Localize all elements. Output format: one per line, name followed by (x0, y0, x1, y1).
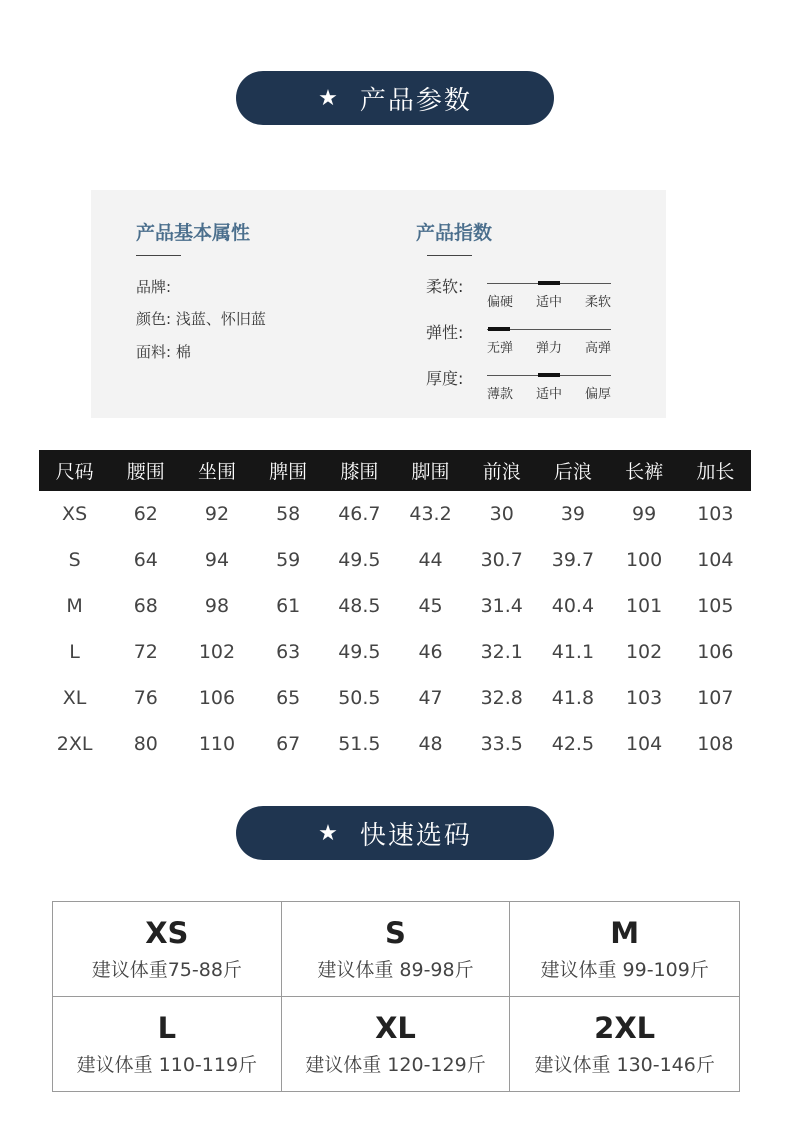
table-row (39, 721, 751, 767)
measure-cell: 31.4 (480, 595, 523, 617)
measure-cell: 50.5 (338, 687, 381, 709)
measure-cell: 80 (133, 733, 158, 755)
measure-cell: 32.8 (480, 687, 523, 709)
product-params-panel (91, 190, 666, 418)
quick-weight-label: 建议体重 89-98斤 (317, 959, 474, 982)
measure-cell: 30.7 (480, 549, 523, 571)
index-label: 柔软: (426, 277, 464, 296)
measure-cell: 41.8 (551, 687, 595, 709)
measure-cell: 42.5 (551, 733, 595, 755)
measure-cell: 47 (418, 687, 443, 709)
measure-cell: 63 (276, 641, 301, 663)
quick-size-label: XS (145, 916, 189, 951)
measure-cell: 46 (418, 641, 443, 663)
column-header: 膝围 (324, 450, 395, 491)
quick-size-grid (52, 901, 740, 1092)
quick-weight-label: 建议体重 120-129斤 (305, 1054, 486, 1077)
quick-size-cell (510, 997, 739, 1092)
measure-cell: 101 (625, 595, 663, 617)
measure-cell: 110 (198, 733, 236, 755)
section-title: 产品参数 (359, 85, 472, 116)
scale-marker (538, 373, 560, 377)
quick-weight-label: 建议体重 130-146斤 (534, 1054, 715, 1077)
table-row (39, 629, 751, 675)
measure-cell: 39 (560, 503, 585, 525)
measure-cell: 67 (276, 733, 301, 755)
measure-cell: 76 (133, 687, 158, 709)
measure-cell: 32.1 (480, 641, 523, 663)
measure-cell: 30 (489, 503, 514, 525)
quick-size-cell (53, 902, 282, 997)
measure-cell: 44 (418, 549, 443, 571)
measure-cell: 103 (625, 687, 663, 709)
measure-cell: 58 (276, 503, 301, 525)
table-row (39, 537, 751, 583)
column-header: 腰围 (110, 450, 181, 491)
column-header: 坐围 (181, 450, 252, 491)
measure-cell: 102 (198, 641, 236, 663)
scale-option: 柔软 (584, 295, 611, 310)
measure-cell: 104 (625, 733, 663, 755)
brand-line: 品牌: (136, 278, 172, 296)
measure-cell: 106 (198, 687, 236, 709)
column-header: 脾围 (253, 450, 324, 491)
quick-size-cell (282, 997, 511, 1092)
table-row (39, 675, 751, 721)
size-cell: XL (62, 687, 87, 709)
measure-cell: 59 (276, 549, 301, 571)
scale-option: 偏硬 (487, 295, 514, 310)
section-title: 快速选码 (359, 820, 472, 851)
quick-size-label: 2XL (594, 1011, 656, 1046)
section-header-product-params (236, 71, 554, 125)
basic-attrs-title: 产品基本属性 (136, 222, 251, 244)
column-header: 加长 (680, 450, 751, 491)
measure-cell: 108 (697, 733, 734, 755)
quick-size-cell (282, 902, 511, 997)
measure-cell: 64 (133, 549, 158, 571)
quick-size-label: XL (375, 1011, 416, 1046)
quick-size-cell (53, 997, 282, 1092)
title-underline (136, 255, 181, 256)
quick-size-label: L (157, 1011, 177, 1046)
size-cell: S (68, 549, 81, 571)
measure-cell: 106 (697, 641, 734, 663)
measure-cell: 40.4 (551, 595, 595, 617)
star-icon: ★ (318, 85, 340, 111)
size-cell: XS (62, 503, 88, 525)
measure-cell: 49.5 (338, 641, 381, 663)
measure-cell: 62 (133, 503, 158, 525)
measure-cell: 49.5 (338, 549, 381, 571)
measure-cell: 46.7 (338, 503, 381, 525)
measure-cell: 39.7 (551, 549, 595, 571)
measure-cell: 100 (625, 549, 663, 571)
measure-cell: 48 (418, 733, 443, 755)
size-cell: M (66, 595, 83, 617)
title-underline (427, 255, 472, 256)
quick-weight-label: 建议体重 99-109斤 (540, 959, 709, 982)
column-header: 尺码 (39, 450, 110, 491)
measure-cell: 72 (133, 641, 158, 663)
table-row (39, 491, 751, 537)
fabric-line: 面料: 棉 (136, 343, 191, 361)
scale-option: 弹力 (535, 341, 562, 356)
size-cell: 2XL (56, 733, 93, 755)
quick-size-label: S (385, 916, 406, 951)
column-header: 脚围 (395, 450, 466, 491)
quick-weight-label: 建议体重75-88斤 (91, 959, 242, 982)
measure-cell: 48.5 (338, 595, 381, 617)
scale-option: 适中 (535, 387, 562, 402)
scale-option: 偏厚 (584, 387, 611, 402)
measure-cell: 107 (697, 687, 734, 709)
measure-cell: 41.1 (551, 641, 595, 663)
measure-cell: 94 (204, 549, 230, 571)
measure-cell: 103 (697, 503, 734, 525)
quick-size-label: M (610, 916, 640, 951)
measure-cell: 102 (625, 641, 663, 663)
scale-option: 高弹 (584, 341, 611, 356)
measure-cell: 65 (276, 687, 301, 709)
measure-cell: 33.5 (480, 733, 523, 755)
scale-marker (488, 327, 510, 331)
measure-cell: 104 (697, 549, 734, 571)
measure-cell: 68 (133, 595, 158, 617)
scale-option: 适中 (535, 295, 562, 310)
index-label: 厚度: (426, 369, 464, 388)
column-header: 长裤 (609, 450, 680, 491)
table-header-row (39, 450, 751, 491)
column-header: 前浪 (466, 450, 537, 491)
section-header-quick-size (236, 806, 554, 860)
quick-weight-label: 建议体重 110-119斤 (76, 1054, 258, 1077)
table-row (39, 583, 751, 629)
measure-cell: 92 (204, 503, 230, 525)
measure-cell: 51.5 (338, 733, 381, 755)
quick-size-cell (510, 902, 739, 997)
color-line: 颜色: 浅蓝、怀旧蓝 (136, 310, 266, 328)
size-table (39, 450, 751, 767)
scale-option: 薄款 (487, 387, 514, 402)
scale-option: 无弹 (487, 341, 514, 356)
measure-cell: 43.2 (409, 503, 452, 525)
measure-cell: 45 (418, 595, 443, 617)
measure-cell: 61 (276, 595, 301, 617)
star-icon: ★ (318, 820, 340, 846)
index-label: 弹性: (426, 323, 464, 342)
column-header: 后浪 (537, 450, 608, 491)
size-cell: L (69, 641, 80, 663)
measure-cell: 99 (632, 503, 657, 525)
scale-marker (538, 281, 560, 285)
measure-cell: 105 (697, 595, 734, 617)
index-title: 产品指数 (416, 222, 493, 244)
measure-cell: 98 (204, 595, 230, 617)
